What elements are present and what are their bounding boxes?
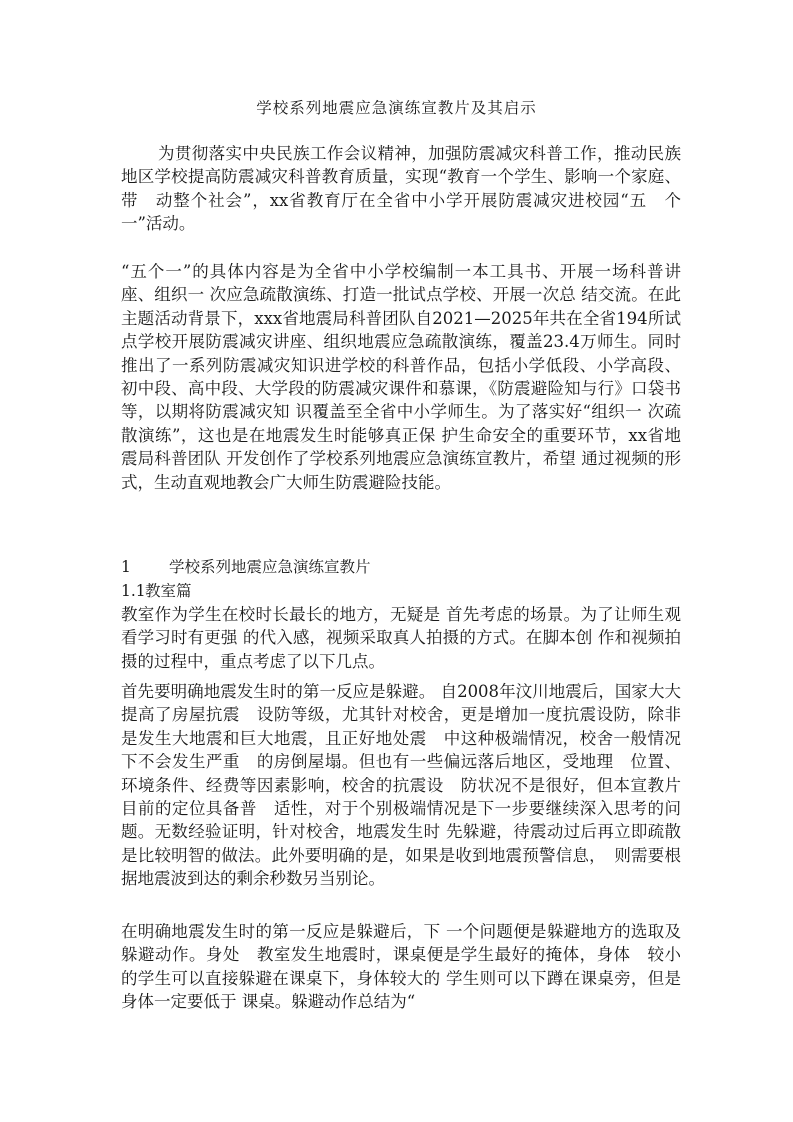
shelter-paragraph: 在明确地震发生时的第一反应是躲避后，下 一个问题便是躲避地方的选取及躲避动作。身处 教室发生地震时，课桌便是学生最好的掩体，身体 较小的学生可以直接躲避在课桌下，身体较大的 学生则可以下蹲在课桌旁，但是身体一定要低于 课桌。躲避动作总结为“	[121, 922, 681, 1012]
first-reaction-paragraph: 首先要明确地震发生时的第一反应是躲避。 自2008年汶川地震后，国家大大提高了房屋抗震 设防等级，尤其针对校舍，更是增加一度抗震设防，除非是发生大地震和巨大地震，且正好地处震 中这种极端情况，校舍一般情况下不会发生严重 的房倒屋塌。但也有一些偏远落后地区，受地理 位置、环境条件、经费等因素影响，校舍的抗震设 防状况不是很好，但本宣教片目前的定位具备普 适性，对于个别极端情况是下一步要继续深入思考的问题。无数经验证明，针对校舍，地震发生时 先躲避，待震动过后再立即疏散是比较明智的做法。此外要明确的是，如果是收到地震预警信息， 则需要根据地震波到达的剩余秒数另当别论。	[121, 682, 681, 889]
section-heading	[121, 556, 371, 578]
subsection-heading-text: 教室篇	[145, 582, 192, 600]
activity-paragraph: “五个一”的具体内容是为全省中小学校编制一本工具书、开展一场科普讲座、组织一 次应急疏散演练、打造一批试点学校、开展一次总 结交流。在此主题活动背景下，xxx省地震局科普团队自2021—2025年共在全省194所试点学校开展防震减灾讲座、组织地震应急疏散演练，覆盖23.4万师生。同时推出了一系列防震减灾知识进学校的科普作品，包括小学低段、小学高段、 初中段、高中段、大学段的防震减灾课件和慕课，《防震避险知与行》口袋书等，以期将防震减灾知 识覆盖至全省中小学师生。为了落实好“组织一 次疏散演练”，这也是在地震发生时能够真正保 护生命安全的重要环节，xx省地震局科普团队 开发创作了学校系列地震应急演练宣教片，希望 通过视频的形式，生动直观地教会广大师生防震避险技能。	[121, 262, 681, 492]
section-heading-text: 学校系列地震应急演练宣教片	[169, 558, 371, 576]
document-title: 学校系列地震应急演练宣教片及其启示	[256, 99, 537, 117]
section-number: 1	[121, 558, 131, 576]
intro-paragraph: 为贯彻落实中央民族工作会议精神，加强防震减灾科普工作，推动民族地区学校提高防震减灾科普教育质量，实现“教育一个学生、影响一个家庭、带 动整个社会”，xx省教育厅在全省中小学开展防震减灾进校园“五 个一”活动。	[121, 144, 681, 234]
subsection-number: 1.1	[121, 582, 146, 600]
subsection-heading	[121, 580, 192, 602]
classroom-paragraph: 教室作为学生在校时长最长的地方，无疑是 首先考虑的场景。为了让师生观看学习时有更强 的代入感，视频采取真人拍摄的方式。在脚本创 作和视频拍摄的过程中，重点考虑了以下几点。	[121, 605, 681, 671]
